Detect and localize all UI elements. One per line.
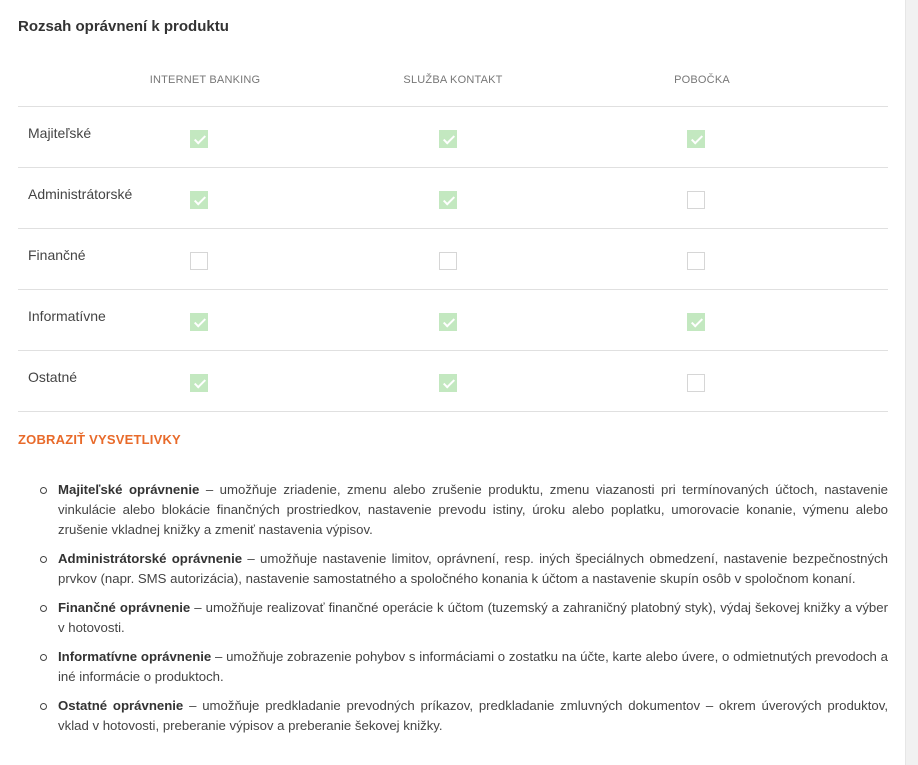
legend-term: Informatívne oprávnenie	[58, 649, 212, 664]
checkbox[interactable]	[687, 374, 705, 392]
legend-term: Finančné oprávnenie	[58, 600, 191, 615]
checkbox[interactable]	[439, 130, 457, 148]
checkbox[interactable]	[190, 252, 208, 270]
checkbox[interactable]	[190, 191, 208, 209]
bullet-icon	[40, 703, 47, 710]
scrollbar[interactable]	[905, 0, 918, 765]
checkbox[interactable]	[687, 130, 705, 148]
checkbox[interactable]	[687, 313, 705, 331]
row-label: Informatívne	[28, 308, 106, 324]
table-row	[18, 229, 888, 290]
checkbox[interactable]	[439, 374, 457, 392]
legend-text: – umožňuje zriadenie, zmenu alebo zrušenie produktu, zmenu viazanosti pri termínovaných účtoch, nastavenie vinkulácie alebo blokácie finančných prostriedkov, nastavenie prevodu istiny, úroku alebo poplatku, umorovacie konanie, výmenu alebo zrušenie vkladnej knižky a zmeniť nastavenia výpisov.	[58, 482, 888, 537]
row-label: Administrátorské	[28, 186, 133, 202]
legend-text: – umožňuje realizovať finančné operácie k účtom (tuzemský a zahraničný platobný styk), výdaj šekovej knižky a výber v hotovosti.	[58, 600, 888, 635]
checkbox[interactable]	[190, 313, 208, 331]
checkbox[interactable]	[439, 313, 457, 331]
bullet-icon	[40, 654, 47, 661]
checkbox[interactable]	[190, 374, 208, 392]
table-row	[18, 351, 888, 412]
legend-term: Majiteľské oprávnenie	[58, 482, 200, 497]
legend-text: – umožňuje predkladanie prevodných príkazov, predkladanie zmluvných dokumentov – okrem úverových produktov, vklad v hotovosti, preberanie výpisov a preberanie šekovej knižky.	[58, 698, 888, 733]
show-legend-link[interactable]: ZOBRAZIŤ VYSVETLIVKY	[18, 432, 181, 447]
table-row	[18, 290, 888, 351]
bullet-icon	[40, 556, 47, 563]
list-item	[38, 647, 888, 687]
checkbox[interactable]	[439, 252, 457, 270]
legend-term: Ostatné oprávnenie	[58, 698, 184, 713]
column-header-sluzba-kontakt: SLUŽBA KONTAKT	[403, 74, 503, 86]
legend-text: – umožňuje zobrazenie pohybov s informáciami o zostatku na účte, karte alebo úvere, o odmietnutých prevodoch a iné informácie o produktoch.	[58, 649, 888, 684]
row-label: Finančné	[28, 247, 86, 263]
legend-list	[38, 480, 888, 745]
page-title: Rozsah oprávnení k produktu	[18, 18, 229, 35]
checkbox[interactable]	[687, 252, 705, 270]
table-row	[18, 168, 888, 229]
table-header	[18, 60, 888, 107]
legend-text: – umožňuje nastavenie limitov, oprávnení, resp. iných špeciálnych obmedzení, nastavenie bezpečnostných prvkov (napr. SMS autorizácia), nastavenie samostatného a spoločného konania k účtom a nastavenie skupín osôb v spoločnom konaní.	[58, 551, 888, 586]
list-item	[38, 549, 888, 589]
column-header-pobocka: POBOČKA	[674, 74, 730, 86]
checkbox[interactable]	[190, 130, 208, 148]
bullet-icon	[40, 487, 47, 494]
row-label: Majiteľské	[28, 125, 92, 141]
checkbox[interactable]	[687, 191, 705, 209]
table-row	[18, 107, 888, 168]
checkbox[interactable]	[439, 191, 457, 209]
bullet-icon	[40, 605, 47, 612]
list-item	[38, 598, 888, 638]
row-label: Ostatné	[28, 369, 78, 385]
legend-term: Administrátorské oprávnenie	[58, 551, 243, 566]
list-item	[38, 480, 888, 540]
list-item	[38, 696, 888, 736]
column-header-internet-banking: INTERNET BANKING	[149, 74, 261, 86]
permissions-table	[18, 60, 888, 412]
